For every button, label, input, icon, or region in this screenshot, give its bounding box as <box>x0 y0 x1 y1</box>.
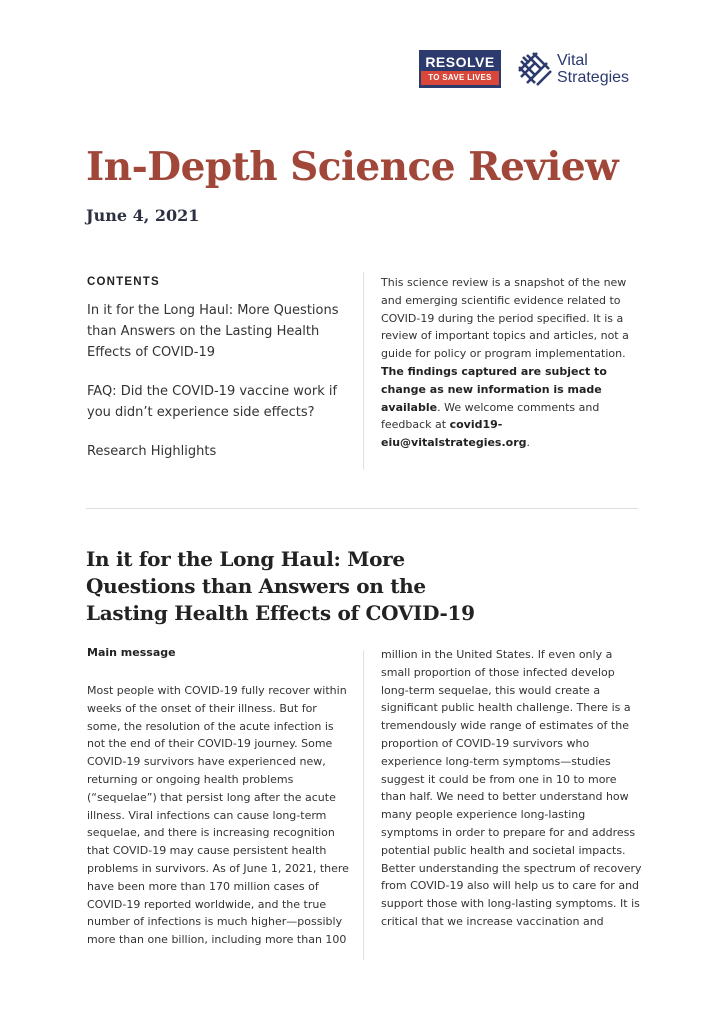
intro-text-2: . We welcome comments and feedback at <box>381 400 600 432</box>
vital-strategies-wordmark <box>557 52 629 86</box>
contents-item-faq[interactable]: FAQ: Did the COVID-19 vaccine work if you didn’t experience side effects? <box>87 384 338 420</box>
main-message-label: Main message <box>87 646 176 659</box>
resolve-logo-line2: TO SAVE LIVES <box>421 71 499 85</box>
contents-heading: CONTENTS <box>87 276 160 288</box>
contents-item-long-haul[interactable]: In it for the Long Haul: More Questions than Answers on the Lasting Health Effects of COVID-19 <box>87 303 339 360</box>
header-logos <box>419 50 629 88</box>
contents-list <box>87 300 349 480</box>
intro-bold-notice: The findings captured are subject to change as new information is made available <box>381 364 607 414</box>
vital-logo-line2: Strategies <box>557 69 630 86</box>
column-divider <box>363 272 364 470</box>
body-column-2: million in the United States. If even only a small proportion of those infected develop long-term sequelae, this would create a significant public health challenge. There is a tremendously wide range of estimates of the proportion of COVID-19 survivors who experience long-term symptoms—studies suggest it could be from one in 10 to more than half. We need to better understand how many people experience long-lasting symptoms in order to prepare for and address potential public health and societal impacts. Better understanding the spectrum of recovery from COVID-19 also will help us to care for and support those with long-lasting symptoms. It is critical that we increase vaccination and <box>381 648 642 928</box>
intro-text-3: . <box>526 436 531 450</box>
resolve-to-save-lives-logo[interactable] <box>419 50 501 88</box>
intro-paragraph <box>381 274 643 452</box>
publication-date: June 4, 2021 <box>86 206 200 225</box>
vital-strategies-mark-icon <box>517 51 553 87</box>
body-column-divider <box>363 650 364 960</box>
intro-text-1: This science review is a snapshot of the new and emerging scientific evidence related to COVID-19 during the period specified. It is a review of important topics and articles, not a guide for policy or program implementation. <box>381 276 629 361</box>
contents-item-research-highlights[interactable]: Research Highlights <box>87 444 217 459</box>
body-column-1: Most people with COVID-19 fully recover within weeks of the onset of their illness. But for some, the resolution of the acute infection is not the end of their COVID-19 journey. Some COVID-19 survivors have experienced new, returning or ongoing health problems (“sequelae”) that persist long after the acute illness. Viral infections can cause long-term sequelae, and there is increasing recognition that COVID-19 may cause persistent health problems in survivors. As of June 1, 2021, there have been more than 170 million cases of COVID-19 reported worldwide, and the true number of infections is much higher—possibly more than one billion, including more than 100 <box>87 684 349 947</box>
section-divider <box>86 508 638 509</box>
feedback-email-link[interactable]: covid19-eiu@vitalstrategies.org <box>381 418 527 450</box>
page-title: In-Depth Science Review <box>86 144 619 190</box>
vital-strategies-logo[interactable] <box>517 51 629 87</box>
vital-logo-line1: Vital <box>557 52 588 69</box>
section-title: In it for the Long Haul: More Questions than Answers on the Lasting Health Effects of COVID-19 <box>86 547 475 625</box>
resolve-logo-line1: RESOLVE <box>425 54 495 70</box>
